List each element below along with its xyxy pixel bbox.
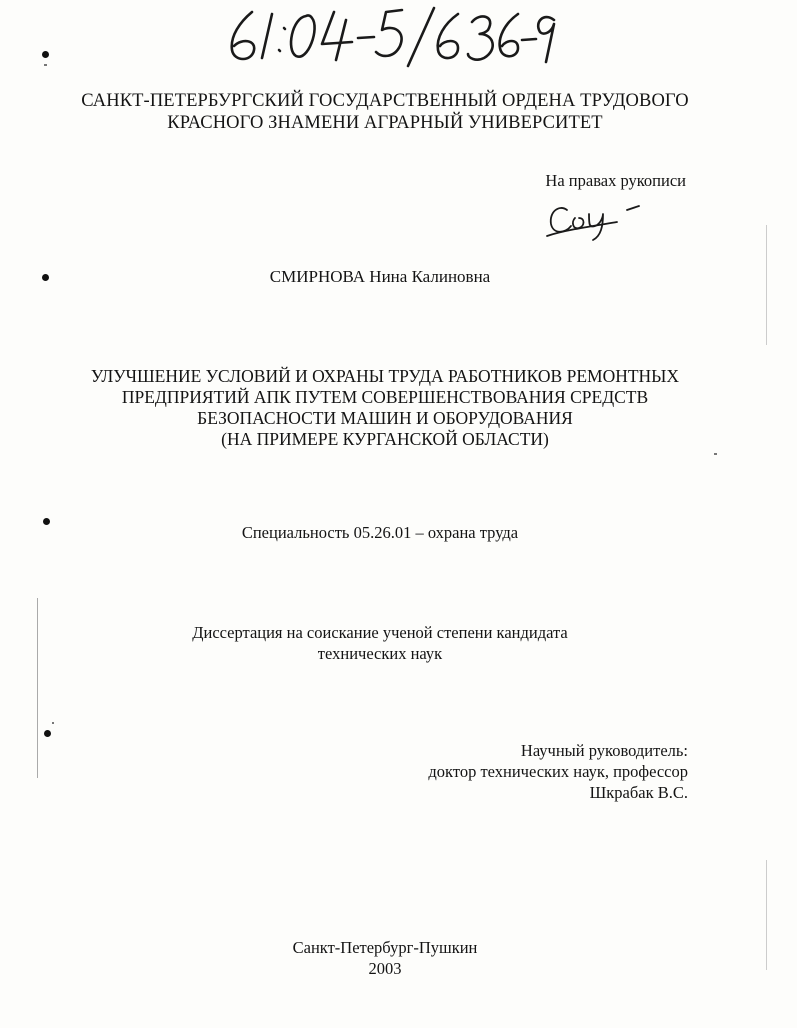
footer-place-year [200,937,570,979]
university-name [60,90,710,134]
author-signature [545,196,650,241]
handwritten-archive-code [222,6,562,68]
binding-hole-2 [42,274,49,281]
specialty-line: Специальность 05.26.01 – охрана труда [241,523,519,542]
supervisor-name: Шкрабак В.С. [589,783,688,802]
supervisor-title: доктор технических наук, профессор [428,762,688,781]
footer-year: 2003 [368,959,402,978]
thesis-title-line-2: ПРЕДПРИЯТИЙ АПК ПУТЕМ СОВЕРШЕНСТВОВАНИЯ СРЕДСТВ [121,387,649,407]
thesis-title-line-3: БЕЗОПАСНОСТИ МАШИН И ОБОРУДОВАНИЯ [197,408,573,428]
binding-hole-4 [44,730,51,737]
author-name: СМИРНОВА Нина Калиновна [269,267,491,286]
thesis-title-line-4: (НА ПРИМЕРЕ КУРГАНСКОЙ ОБЛАСТИ) [221,429,549,449]
footer-city: Санкт-Петербург-Пушкин [292,938,478,957]
degree-statement [100,622,660,664]
degree-line-1: Диссертация на соискание ученой степени кандидата [192,623,568,642]
scan-speck [44,64,47,66]
scan-margin-line-right [766,225,767,345]
thesis-title [50,366,720,450]
supervisor-role: Научный руководитель: [520,741,688,760]
binding-hole-3 [43,518,50,525]
scan-speck [714,453,717,455]
scan-margin-line-right-2 [766,860,767,970]
university-line-2: КРАСНОГО ЗНАМЕНИ АГРАРНЫЙ УНИВЕРСИТЕТ [167,113,603,133]
degree-line-2: технических наук [317,644,443,663]
manuscript-rights-note: На правах рукописи [545,171,686,190]
university-line-1: САНКТ-ПЕТЕРБУРГСКИЙ ГОСУДАРСТВЕННЫЙ ОРДЕНА ТРУДОВОГО [81,91,689,111]
scan-margin-line-left [37,598,38,778]
thesis-title-line-1: УЛУЧШЕНИЕ УСЛОВИЙ И ОХРАНЫ ТРУДА РАБОТНИКОВ РЕМОНТНЫХ [90,366,680,386]
scan-speck [52,722,54,724]
binding-hole-1 [42,51,49,58]
supervisor-block [340,740,688,803]
